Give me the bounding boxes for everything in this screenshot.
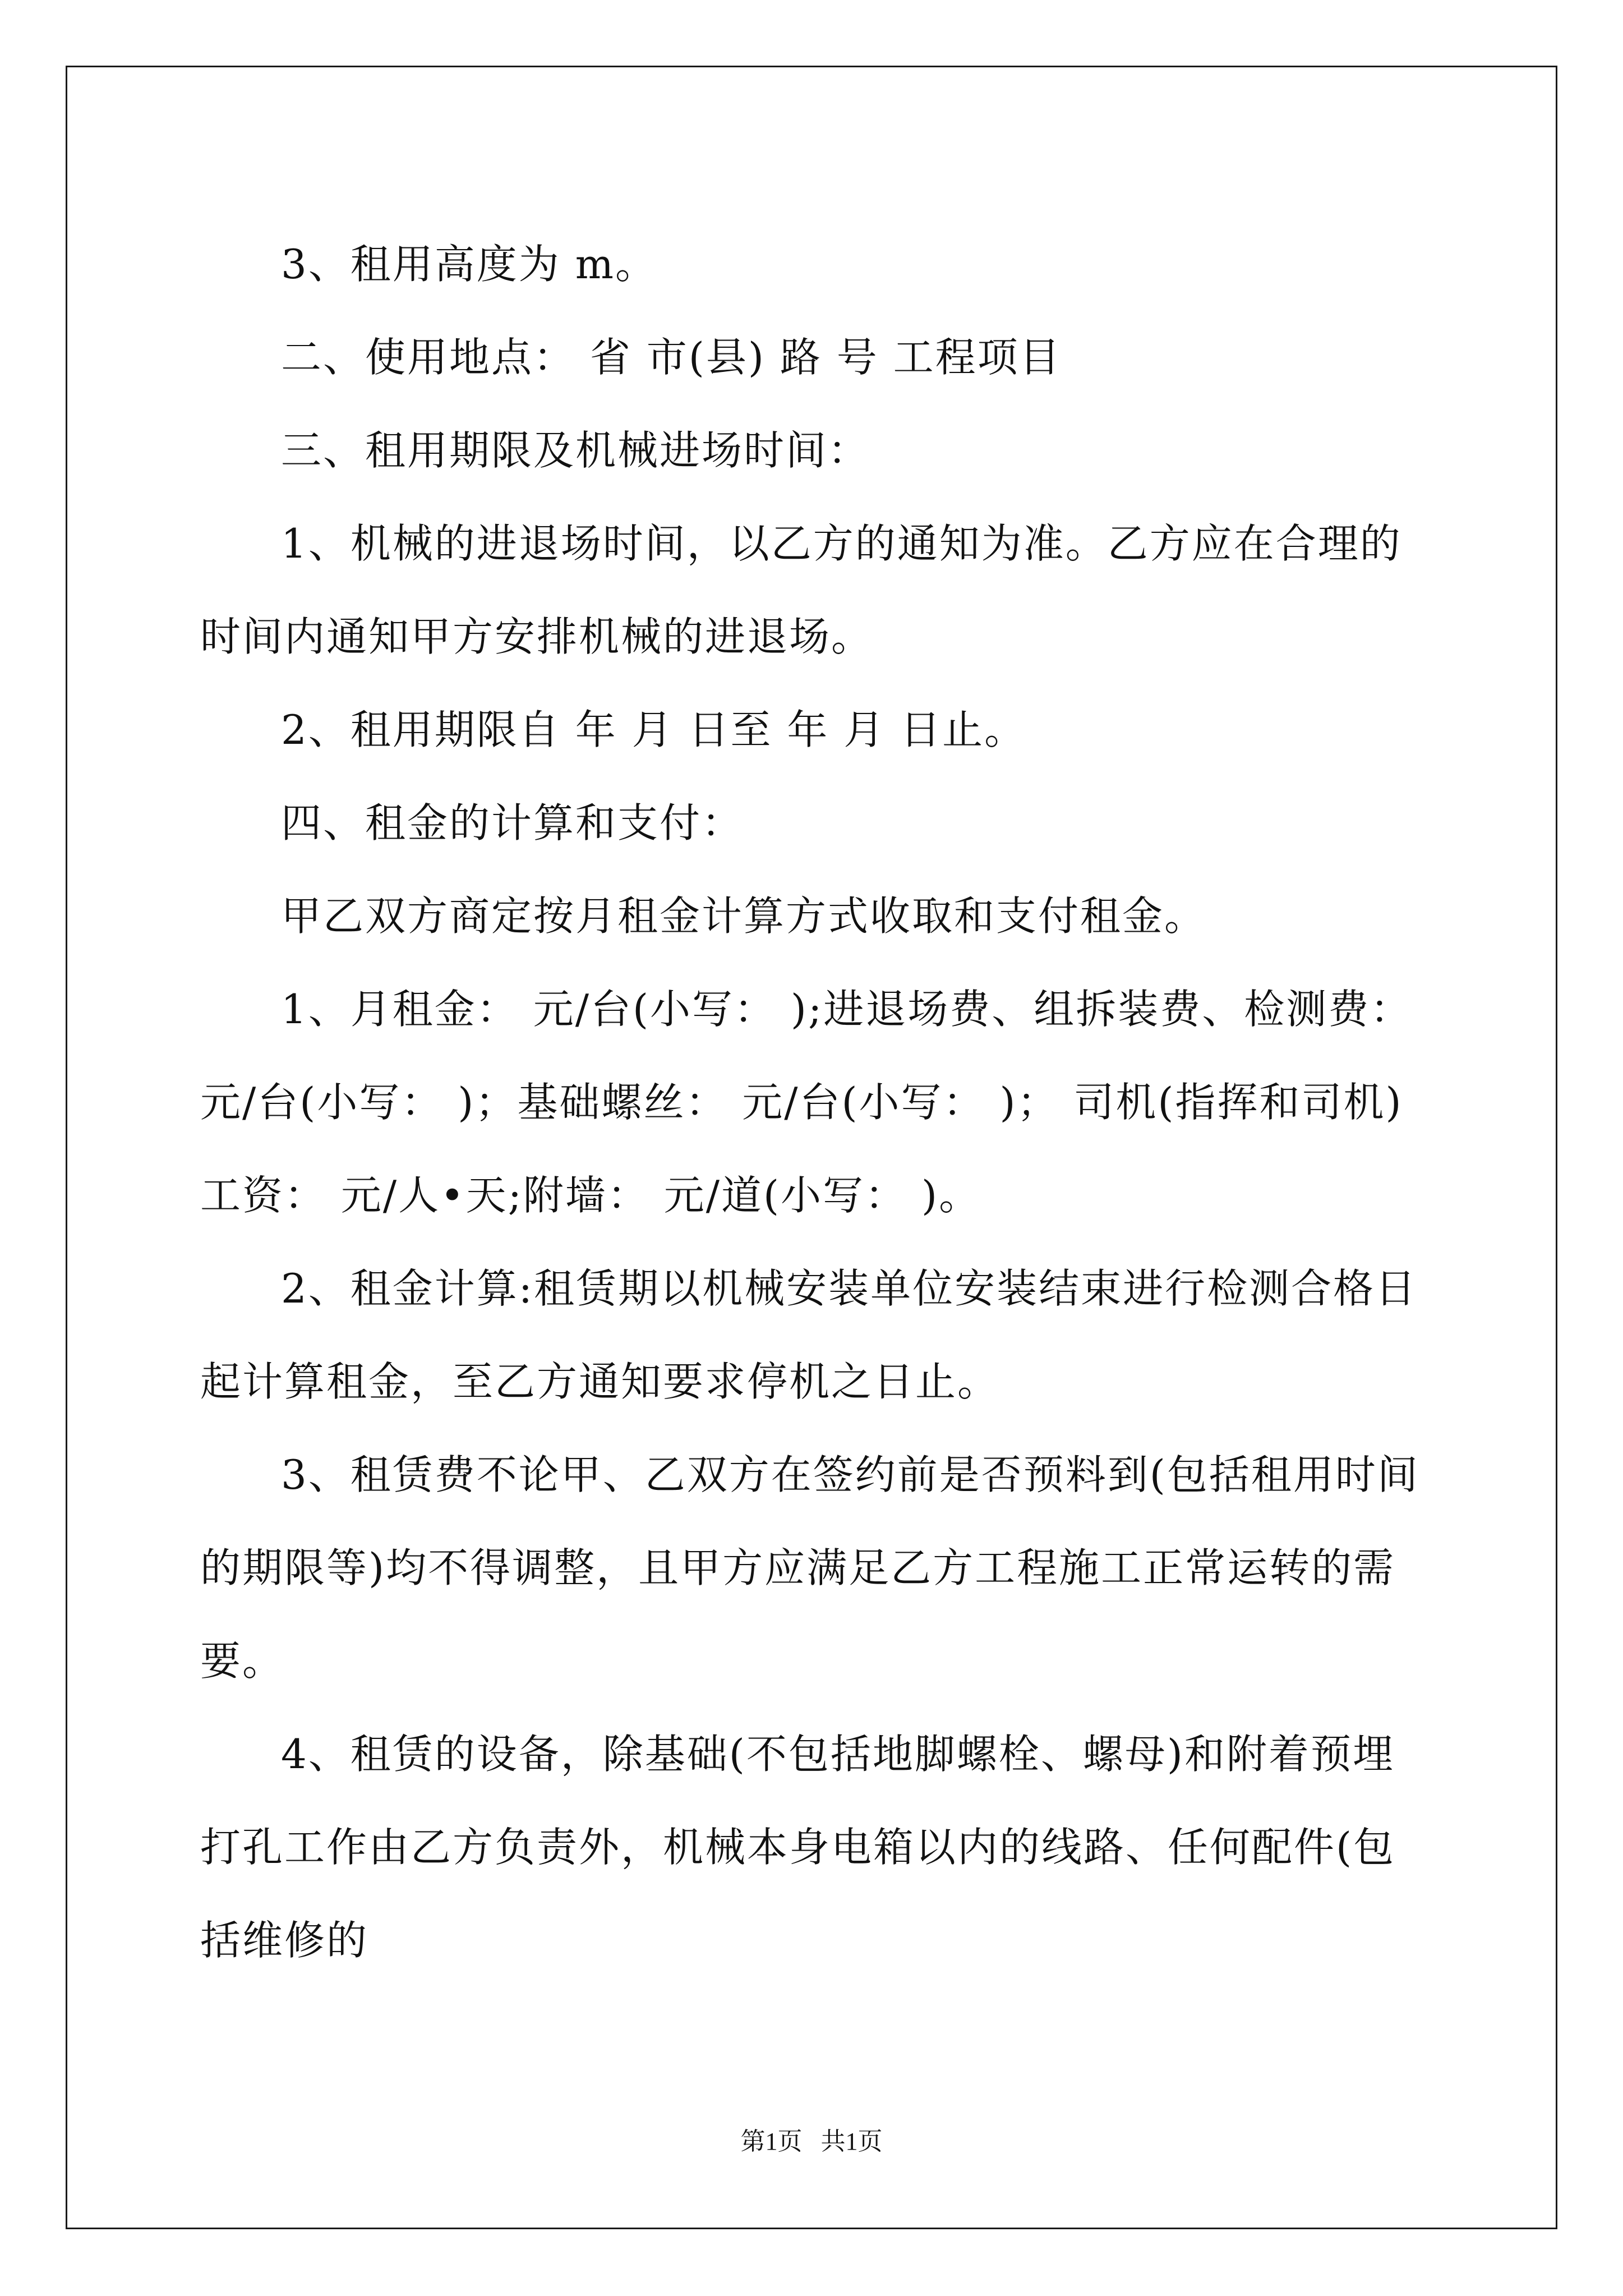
section-heading-rental-period: 三、租用期限及机械进场时间： bbox=[281, 427, 870, 474]
paragraph-rental-term: 2、租用期限自 年 月 日至 年 月 日止。 bbox=[281, 706, 1027, 753]
paragraph-equipment-maintenance: 4、租赁的设备，除基础(不包括地脚螺栓、螺母)和附着预埋打孔工作由乙方负责外，机械本身电箱以内的线路、任何配件(包括维修的 bbox=[200, 1731, 1396, 1964]
paragraph-rent-calculation: 2、租金计算:租赁期以机械安装单位安装结束进行检测合格日起计算租金，至乙方通知要求停机之日止。 bbox=[200, 1265, 1418, 1405]
paragraph-monthly-agreement: 甲乙双方商定按月租金计算方式收取和支付租金。 bbox=[281, 892, 1207, 940]
paragraph-rental-height: 3、租用高度为 m。 bbox=[281, 241, 657, 288]
paragraph-entry-exit-time: 1、机械的进退场时间，以乙方的通知为准。乙方应在合理的时间内通知甲方安排机械的进退场。 bbox=[200, 520, 1402, 660]
section-heading-rent-payment: 四、租金的计算和支付： bbox=[281, 799, 744, 846]
paragraph-monthly-rent: 1、月租金： 元/台(小写： );进退场费、组拆装费、检测费：元/台(小写： )；基础螺丝： 元/台(小写： )； 司机(指挥和司机)工资： 元/人•天;附墙： 元/道(小写： )。 bbox=[200, 986, 1413, 1219]
paragraph-fee-adjustment: 3、租赁费不论甲、乙双方在签约前是否预料到(包括租用时间的期限等)均不得调整，且甲方应满足乙方工程施工正常运转的需要。 bbox=[200, 1451, 1419, 1685]
document-body bbox=[200, 218, 1427, 1987]
page-footer: 第1页 共1页 bbox=[740, 2128, 883, 2155]
paragraph-location: 二、使用地点： 省 市(县) 路 号 工程项目 bbox=[281, 334, 1062, 381]
